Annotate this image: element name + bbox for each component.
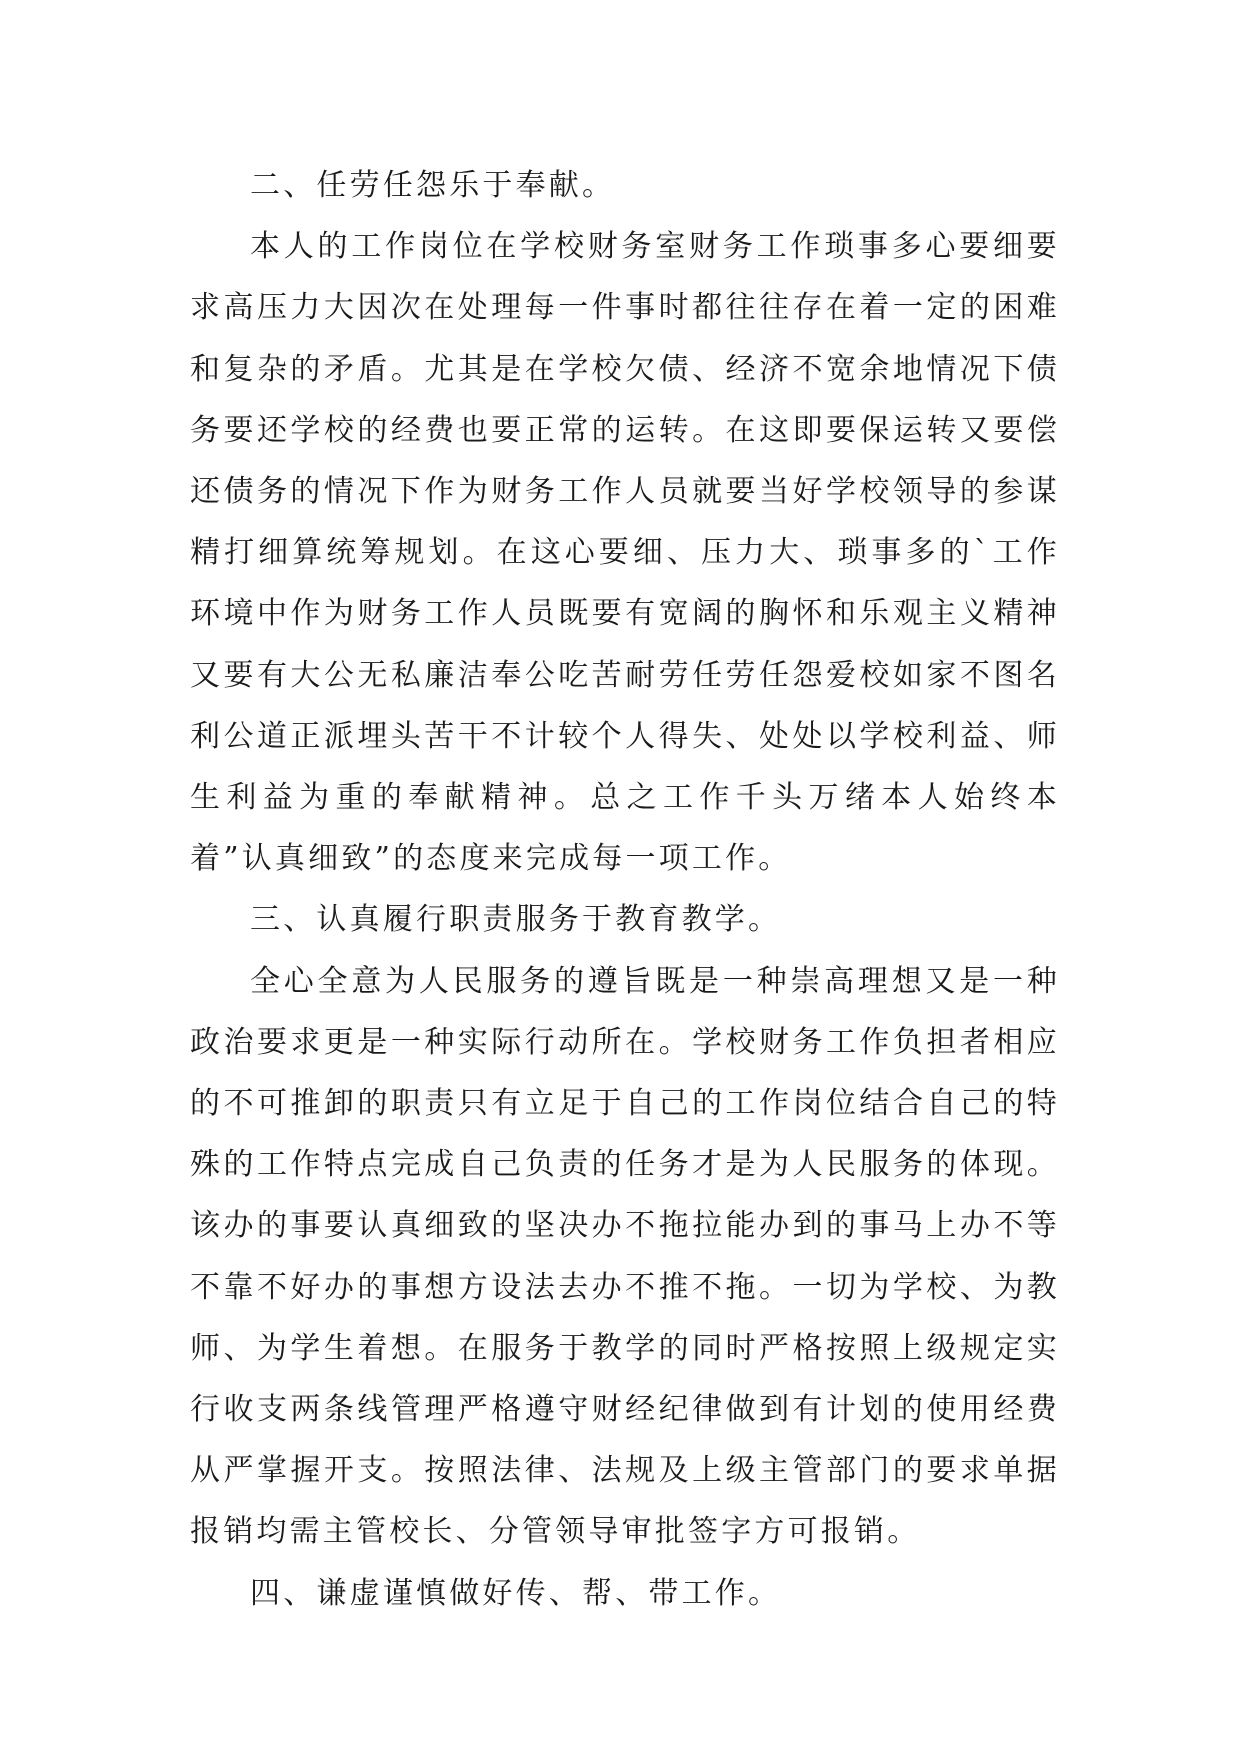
paragraph-service: 全心全意为人民服务的遵旨既是一种崇高理想又是一种政治要求更是一种实际行动所在。学校财务工作负担者相应的不可推卸的职责只有立足于自己的工作岗位结合自己的特殊的工作特点完成自己负责的任务才是为人民服务的体现。该办的事要认真细致的坚决办不拖拉能办到的事马上办不等不靠不好办的事想方设法去办不推不拖。一切为学校、为教师、为学生着想。在服务于教学的同时严格按照上级规定实行收支两条线管理严格遵守财经纪律做到有计划的使用经费从严掌握开支。按照法律、法规及上级主管部门的要求单据报销均需主管校长、分管领导审批签字方可报销。	[190, 963, 1060, 1550]
section-heading-3: 三、认真履行职责服务于教育教学。	[250, 902, 782, 938]
section-heading-2: 二、任劳任怨乐于奉献。	[250, 168, 616, 203]
paragraph-dedication: 本人的工作岗位在学校财务室财务工作琐事多心要细要求高压力大因次在处理每一件事时都往往存在着一定的困难和复杂的矛盾。尤其是在学校欠债、经济不宽余地情况下债务要还学校的经费也要正常的运转。在这即要保运转又要偿还债务的情况下作为财务工作人员就要当好学校领导的参谋精打细算统筹规划。在这心要细、压力大、琐事多的`工作环境中作为财务工作人员既要有宽阔的胸怀和乐观主义精神又要有大公无私廉洁奉公吃苦耐劳任劳任怨爱校如家不图名利公道正派埋头苦干不计较个人得失、处处以学校利益、师生利益为重的奉献精神。总之工作千头万绪本人始终本着”认真细致”的态度来完成每一项工作。	[190, 229, 1060, 877]
document-body	[190, 155, 1060, 1624]
section-heading-4: 四、谦虚谨慎做好传、帮、带工作。	[250, 1575, 782, 1611]
